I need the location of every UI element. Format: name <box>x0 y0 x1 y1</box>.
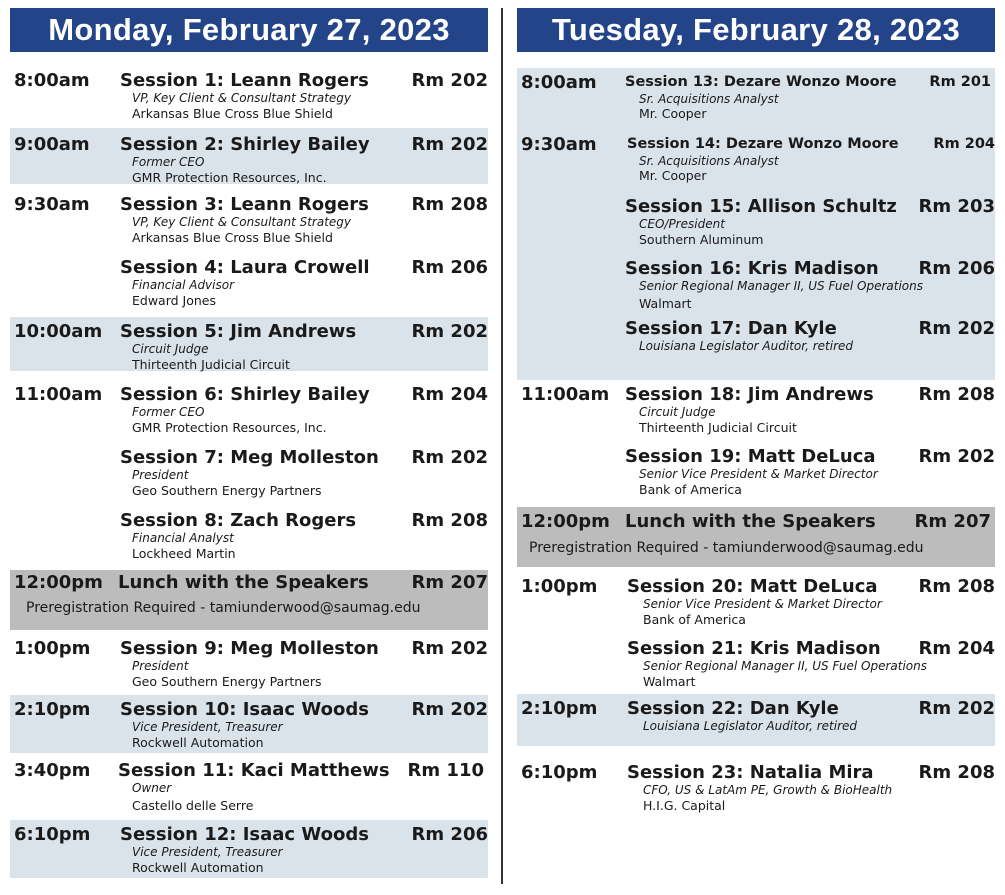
speaker-org: Geo Southern Energy Partners <box>132 483 322 498</box>
speaker-role: Vice President, Treasurer <box>132 720 283 734</box>
session-room: Rm 204 <box>918 638 995 659</box>
speaker-org: Edward Jones <box>132 293 217 308</box>
session-room: Rm 202 <box>411 321 488 342</box>
speaker-org: Bank of America <box>643 612 746 627</box>
speaker-org: Arkansas Blue Cross Blue Shield <box>132 106 333 121</box>
speaker-org: Geo Southern Energy Partners <box>132 674 322 689</box>
session-time: 1:00pm <box>14 638 91 659</box>
session-11 <box>10 758 488 816</box>
session-room: Rm 202 <box>411 638 488 659</box>
session-20 <box>517 574 995 630</box>
speaker-role: President <box>132 468 189 482</box>
session-16 <box>517 256 995 314</box>
speaker-org: Mr. Cooper <box>639 168 707 183</box>
session-2 <box>10 128 488 184</box>
speaker-role: President <box>132 659 189 673</box>
session-title: Session 11: Kaci Matthews <box>118 760 390 781</box>
session-title: Session 8: Zach Rogers <box>120 510 357 531</box>
session-time: 1:00pm <box>521 576 598 597</box>
session-room: Rm 110 <box>407 760 484 781</box>
session-room: Rm 202 <box>411 70 488 91</box>
session-room: Rm 204 <box>411 384 488 405</box>
speaker-role: Senior Vice President & Market Director <box>643 597 882 611</box>
session-5 <box>10 317 488 371</box>
session-room: Rm 202 <box>918 446 995 467</box>
session-9 <box>10 636 488 692</box>
speaker-org: Rockwell Automation <box>132 860 264 875</box>
session-room: Rm 206 <box>411 824 488 845</box>
session-title: Session 21: Kris Madison <box>627 638 881 659</box>
session-time: 6:10pm <box>14 824 91 845</box>
speaker-role: Financial Advisor <box>132 278 235 292</box>
session-10 <box>10 695 488 753</box>
session-time: 9:00am <box>14 134 90 155</box>
session-title: Session 17: Dan Kyle <box>625 318 837 339</box>
lunch-note: Preregistration Required - tamiunderwood@saumag.edu <box>529 540 924 556</box>
speaker-org: Southern Aluminum <box>639 232 764 247</box>
session-room: Rm 202 <box>918 318 995 339</box>
session-room: Rm 208 <box>918 762 995 783</box>
session-room: Rm 208 <box>918 384 995 405</box>
session-room: Rm 206 <box>918 258 995 279</box>
speaker-org: Thirteenth Judicial Circuit <box>639 420 797 435</box>
session-title: Session 9: Meg Molleston <box>120 638 379 659</box>
speaker-role: Circuit Judge <box>639 405 716 419</box>
session-title: Session 22: Dan Kyle <box>627 698 839 719</box>
speaker-org: Rockwell Automation <box>132 735 264 750</box>
session-title: Session 13: Dezare Wonzo Moore <box>625 74 897 90</box>
session-time: 2:10pm <box>521 698 598 719</box>
session-title: Session 1: Leann Rogers <box>120 70 369 91</box>
session-room: Rm 208 <box>918 576 995 597</box>
session-title: Session 6: Shirley Bailey <box>120 384 370 405</box>
column-divider <box>501 8 503 884</box>
session-time: 11:00am <box>521 384 610 405</box>
session-12 <box>10 820 488 878</box>
session-title: Session 20: Matt DeLuca <box>627 576 878 597</box>
lunch-room: Rm 207 <box>411 572 488 593</box>
lunch-title: Lunch with the Speakers <box>625 511 876 532</box>
session-room: Rm 203 <box>918 196 995 217</box>
session-13 <box>517 68 995 126</box>
speaker-org: GMR Protection Resources, Inc. <box>132 420 327 435</box>
speaker-org: GMR Protection Resources, Inc. <box>132 170 327 185</box>
day-header-tuesday: Tuesday, February 28, 2023 <box>517 8 995 52</box>
session-room: Rm 201 <box>929 74 991 90</box>
session-room: Rm 202 <box>918 698 995 719</box>
lunch-title: Lunch with the Speakers <box>118 572 369 593</box>
session-room: Rm 202 <box>411 699 488 720</box>
speaker-role: Louisiana Legislator Auditor, retired <box>639 339 853 353</box>
speaker-role: VP, Key Client & Consultant Strategy <box>132 91 352 105</box>
session-21 <box>517 636 995 692</box>
speaker-org: Mr. Cooper <box>639 106 707 121</box>
speaker-org: Walmart <box>643 674 696 689</box>
session-17 <box>517 316 995 362</box>
session-title: Session 7: Meg Molleston <box>120 447 379 468</box>
session-8 <box>10 508 488 564</box>
session-title: Session 19: Matt DeLuca <box>625 446 876 467</box>
session-6 <box>10 382 488 438</box>
speaker-role: Owner <box>132 781 172 795</box>
lunch-note: Preregistration Required - tamiunderwood@saumag.edu <box>26 600 421 616</box>
session-title: Session 12: Isaac Woods <box>120 824 369 845</box>
session-22 <box>517 694 995 746</box>
session-14 <box>517 130 995 188</box>
speaker-org: Arkansas Blue Cross Blue Shield <box>132 230 333 245</box>
speaker-role: Former CEO <box>132 155 205 169</box>
session-time: 10:00am <box>14 321 103 342</box>
lunch-room: Rm 207 <box>914 511 991 532</box>
session-1 <box>10 68 488 124</box>
speaker-org: Bank of America <box>639 482 742 497</box>
day-header-monday: Monday, February 27, 2023 <box>10 8 488 52</box>
speaker-org: Walmart <box>639 296 692 311</box>
session-room: Rm 202 <box>411 447 488 468</box>
speaker-org: Castello delle Serre <box>132 798 254 813</box>
session-title: Session 2: Shirley Bailey <box>120 134 370 155</box>
speaker-org: Thirteenth Judicial Circuit <box>132 357 290 372</box>
speaker-role: Senior Regional Manager II, US Fuel Operations <box>643 659 928 673</box>
speaker-org: Lockheed Martin <box>132 546 236 561</box>
session-title: Session 14: Dezare Wonzo Moore <box>627 136 899 152</box>
session-title: Session 10: Isaac Woods <box>120 699 369 720</box>
speaker-role: Circuit Judge <box>132 342 209 356</box>
session-room: Rm 208 <box>411 194 488 215</box>
lunch-time: 12:00pm <box>14 572 103 593</box>
speaker-role: Louisiana Legislator Auditor, retired <box>643 719 857 733</box>
session-title: Session 4: Laura Crowell <box>120 257 370 278</box>
session-time: 9:30am <box>521 134 597 155</box>
session-time: 8:00am <box>14 70 90 91</box>
session-time: 9:30am <box>14 194 90 215</box>
lunch-block-monday <box>10 570 488 630</box>
speaker-role: Former CEO <box>132 405 205 419</box>
session-title: Session 5: Jim Andrews <box>120 321 357 342</box>
speaker-role: Sr. Acquisitions Analyst <box>639 92 779 106</box>
session-19 <box>517 444 995 500</box>
session-time: 2:10pm <box>14 699 91 720</box>
session-room: Rm 206 <box>411 257 488 278</box>
session-title: Session 18: Jim Andrews <box>625 384 874 405</box>
session-room: Rm 204 <box>933 136 995 152</box>
lunch-block-tuesday <box>517 507 995 567</box>
speaker-org: H.I.G. Capital <box>643 798 726 813</box>
session-title: Session 16: Kris Madison <box>625 258 879 279</box>
speaker-role: Vice President, Treasurer <box>132 845 283 859</box>
session-3 <box>10 192 488 248</box>
session-4 <box>10 255 488 311</box>
session-title: Session 3: Leann Rogers <box>120 194 369 215</box>
speaker-role: Senior Regional Manager II, US Fuel Operations <box>639 279 924 293</box>
session-time: 8:00am <box>521 72 597 93</box>
speaker-role: Financial Analyst <box>132 531 234 545</box>
session-title: Session 15: Allison Schultz <box>625 196 897 217</box>
speaker-role: VP, Key Client & Consultant Strategy <box>132 215 352 229</box>
speaker-role: Senior Vice President & Market Director <box>639 467 878 481</box>
session-18 <box>517 382 995 438</box>
session-15 <box>517 194 995 250</box>
session-time: 11:00am <box>14 384 103 405</box>
session-room: Rm 208 <box>411 510 488 531</box>
speaker-role: Sr. Acquisitions Analyst <box>639 154 779 168</box>
session-23 <box>517 760 995 816</box>
speaker-role: CFO, US & LatAm PE, Growth & BioHealth <box>643 783 893 797</box>
lunch-time: 12:00pm <box>521 511 610 532</box>
session-time: 6:10pm <box>521 762 598 783</box>
session-room: Rm 202 <box>411 134 488 155</box>
session-7 <box>10 445 488 501</box>
session-title: Session 23: Natalia Mira <box>627 762 874 783</box>
speaker-role: CEO/President <box>639 217 725 231</box>
session-time: 3:40pm <box>14 760 91 781</box>
